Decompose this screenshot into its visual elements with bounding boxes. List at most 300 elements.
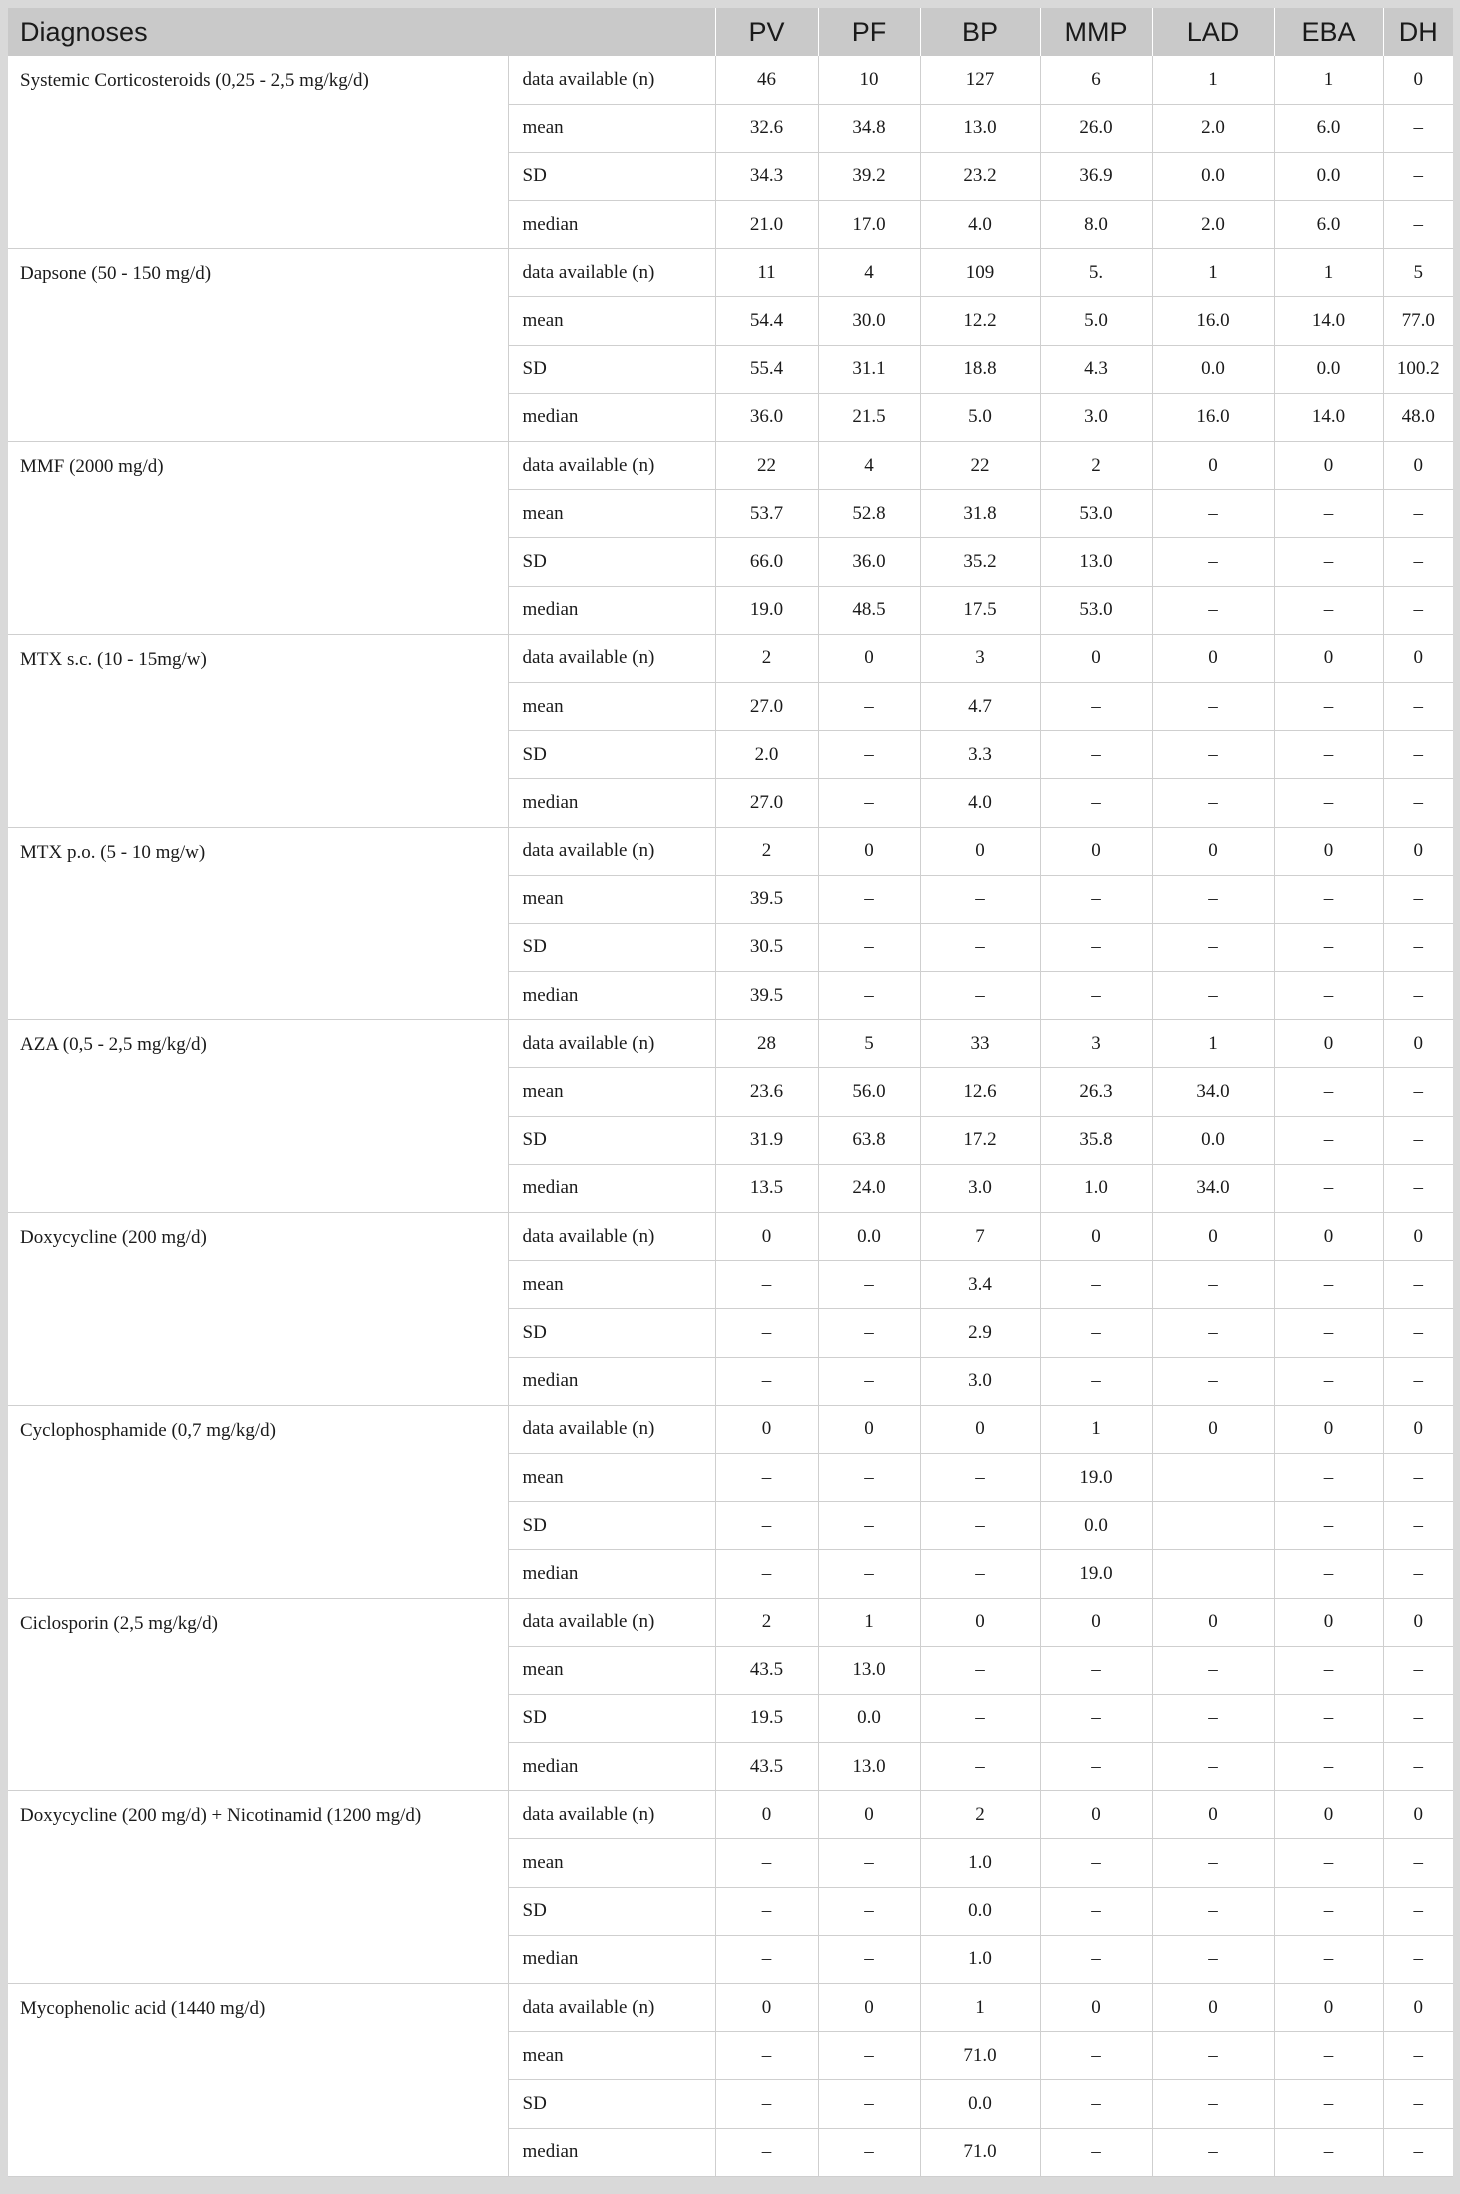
cell-mmp: 0 <box>1040 827 1152 875</box>
treatment-name: Cyclophosphamide (0,7 mg/kg/d) <box>8 1405 508 1598</box>
cell-pv: 2 <box>715 1598 818 1646</box>
cell-mmp: 1.0 <box>1040 1164 1152 1212</box>
cell-dh: 5 <box>1383 249 1453 297</box>
cell-pf: – <box>818 731 920 779</box>
cell-mmp: 5. <box>1040 249 1152 297</box>
cell-dh: – <box>1383 972 1453 1020</box>
stat-label-n: data available (n) <box>508 1791 715 1839</box>
cell-pf: 56.0 <box>818 1068 920 1116</box>
cell-pf: – <box>818 1935 920 1983</box>
cell-eba: 1 <box>1274 56 1383 104</box>
cell-pf: 0 <box>818 827 920 875</box>
cell-dh: – <box>1383 1502 1453 1550</box>
cell-mmp: 19.0 <box>1040 1550 1152 1598</box>
cell-mmp: 0 <box>1040 1213 1152 1261</box>
cell-eba: 14.0 <box>1274 297 1383 345</box>
cell-pv: 55.4 <box>715 345 818 393</box>
cell-pv: – <box>715 1839 818 1887</box>
cell-bp: – <box>920 875 1040 923</box>
cell-eba: 14.0 <box>1274 393 1383 441</box>
cell-pf: 63.8 <box>818 1116 920 1164</box>
cell-pf: – <box>818 1839 920 1887</box>
cell-eba: – <box>1274 779 1383 827</box>
cell-pv: 39.5 <box>715 875 818 923</box>
cell-mmp: – <box>1040 1839 1152 1887</box>
cell-pv: 53.7 <box>715 490 818 538</box>
stat-label-mean: mean <box>508 1261 715 1309</box>
treatment-name: AZA (0,5 - 2,5 mg/kg/d) <box>8 1020 508 1213</box>
stat-label-n: data available (n) <box>508 442 715 490</box>
cell-eba: 0 <box>1274 634 1383 682</box>
treatment-name: Doxycycline (200 mg/d) + Nicotinamid (1200 mg/d) <box>8 1791 508 1984</box>
cell-dh: – <box>1383 1646 1453 1694</box>
cell-pv: 46 <box>715 56 818 104</box>
cell-lad: 1 <box>1152 56 1274 104</box>
stat-label-mean: mean <box>508 1839 715 1887</box>
cell-mmp: 26.0 <box>1040 104 1152 152</box>
cell-pf: 36.0 <box>818 538 920 586</box>
cell-lad: – <box>1152 875 1274 923</box>
cell-lad: 0 <box>1152 1213 1274 1261</box>
cell-dh: – <box>1383 1164 1453 1212</box>
cell-pv: 43.5 <box>715 1646 818 1694</box>
cell-mmp: – <box>1040 875 1152 923</box>
cell-dh: 0 <box>1383 442 1453 490</box>
cell-eba: – <box>1274 1116 1383 1164</box>
stat-label-median: median <box>508 779 715 827</box>
cell-lad: 0.0 <box>1152 345 1274 393</box>
cell-eba: 0 <box>1274 1213 1383 1261</box>
stat-label-n: data available (n) <box>508 1405 715 1453</box>
stat-label-mean: mean <box>508 2032 715 2080</box>
cell-bp: 4.7 <box>920 682 1040 730</box>
cell-dh: 0 <box>1383 634 1453 682</box>
cell-eba: – <box>1274 1646 1383 1694</box>
cell-pv: – <box>715 1935 818 1983</box>
cell-pv: 36.0 <box>715 393 818 441</box>
cell-bp: 71.0 <box>920 2128 1040 2176</box>
cell-pv: 54.4 <box>715 297 818 345</box>
cell-mmp: 13.0 <box>1040 538 1152 586</box>
cell-pf: 31.1 <box>818 345 920 393</box>
stat-label-n: data available (n) <box>508 827 715 875</box>
cell-lad: 34.0 <box>1152 1164 1274 1212</box>
cell-pv: 28 <box>715 1020 818 1068</box>
cell-dh: 0 <box>1383 56 1453 104</box>
cell-mmp: – <box>1040 1743 1152 1791</box>
stat-label-sd: SD <box>508 923 715 971</box>
cell-pv: – <box>715 1309 818 1357</box>
cell-lad: 1 <box>1152 1020 1274 1068</box>
cell-mmp: – <box>1040 1357 1152 1405</box>
cell-dh: – <box>1383 586 1453 634</box>
stat-label-mean: mean <box>508 682 715 730</box>
cell-mmp: 0 <box>1040 1791 1152 1839</box>
cell-pf: – <box>818 972 920 1020</box>
stat-label-sd: SD <box>508 1309 715 1357</box>
cell-bp: 127 <box>920 56 1040 104</box>
cell-pv: 0 <box>715 1984 818 2032</box>
cell-bp: 4.0 <box>920 201 1040 249</box>
cell-eba: – <box>1274 1887 1383 1935</box>
cell-eba: – <box>1274 1935 1383 1983</box>
cell-pv: – <box>715 2080 818 2128</box>
cell-mmp: 53.0 <box>1040 490 1152 538</box>
stat-label-median: median <box>508 1550 715 1598</box>
cell-lad: 16.0 <box>1152 393 1274 441</box>
cell-bp: 109 <box>920 249 1040 297</box>
cell-eba: – <box>1274 972 1383 1020</box>
cell-pf: – <box>818 1550 920 1598</box>
cell-bp: 0 <box>920 1405 1040 1453</box>
cell-eba: – <box>1274 1453 1383 1501</box>
cell-pv: – <box>715 1502 818 1550</box>
cell-pf: 0 <box>818 634 920 682</box>
cell-pv: 32.6 <box>715 104 818 152</box>
cell-pf: – <box>818 779 920 827</box>
cell-dh: 0 <box>1383 1405 1453 1453</box>
cell-lad: – <box>1152 2080 1274 2128</box>
cell-pv: – <box>715 2128 818 2176</box>
cell-lad: – <box>1152 972 1274 1020</box>
cell-mmp: 0 <box>1040 1598 1152 1646</box>
cell-bp: 35.2 <box>920 538 1040 586</box>
cell-dh: – <box>1383 2080 1453 2128</box>
cell-bp: – <box>920 972 1040 1020</box>
cell-lad: 0 <box>1152 1598 1274 1646</box>
cell-bp: 18.8 <box>920 345 1040 393</box>
cell-bp: 13.0 <box>920 104 1040 152</box>
stat-label-median: median <box>508 1935 715 1983</box>
cell-bp: 3.0 <box>920 1164 1040 1212</box>
cell-mmp: 6 <box>1040 56 1152 104</box>
cell-bp: 1 <box>920 1984 1040 2032</box>
cell-pv: 39.5 <box>715 972 818 1020</box>
cell-pf: – <box>818 1357 920 1405</box>
cell-bp: 1.0 <box>920 1839 1040 1887</box>
table-row <box>8 1213 1453 1261</box>
cell-pf: – <box>818 1261 920 1309</box>
cell-lad: – <box>1152 1839 1274 1887</box>
cell-mmp: – <box>1040 2128 1152 2176</box>
stat-label-sd: SD <box>508 731 715 779</box>
cell-dh: – <box>1383 490 1453 538</box>
stat-label-n: data available (n) <box>508 634 715 682</box>
cell-pv: 0 <box>715 1213 818 1261</box>
cell-pf: 48.5 <box>818 586 920 634</box>
table-row <box>8 1020 1453 1068</box>
cell-pv: 34.3 <box>715 152 818 200</box>
cell-bp: 71.0 <box>920 2032 1040 2080</box>
cell-bp: – <box>920 1502 1040 1550</box>
cell-dh: – <box>1383 731 1453 779</box>
cell-bp: 1.0 <box>920 1935 1040 1983</box>
cell-mmp: 53.0 <box>1040 586 1152 634</box>
cell-pv: 66.0 <box>715 538 818 586</box>
cell-dh: 48.0 <box>1383 393 1453 441</box>
cell-dh: – <box>1383 1887 1453 1935</box>
header-pv: PV <box>715 8 818 56</box>
cell-mmp: – <box>1040 2080 1152 2128</box>
cell-pf: 24.0 <box>818 1164 920 1212</box>
cell-mmp: 0 <box>1040 634 1152 682</box>
cell-mmp: 1 <box>1040 1405 1152 1453</box>
cell-dh: – <box>1383 682 1453 730</box>
table-row <box>8 249 1453 297</box>
stat-label-mean: mean <box>508 1646 715 1694</box>
cell-lad: 2.0 <box>1152 104 1274 152</box>
cell-lad <box>1152 1550 1274 1598</box>
table-row <box>8 1984 1453 2032</box>
cell-lad <box>1152 1453 1274 1501</box>
cell-pv: 19.5 <box>715 1694 818 1742</box>
cell-lad: – <box>1152 1357 1274 1405</box>
cell-eba: – <box>1274 1357 1383 1405</box>
cell-pv: – <box>715 1261 818 1309</box>
cell-bp: 17.2 <box>920 1116 1040 1164</box>
cell-eba: – <box>1274 1502 1383 1550</box>
cell-pv: – <box>715 1453 818 1501</box>
cell-pv: 2 <box>715 827 818 875</box>
cell-dh: – <box>1383 1839 1453 1887</box>
header-pf: PF <box>818 8 920 56</box>
cell-dh: 0 <box>1383 827 1453 875</box>
stat-label-median: median <box>508 393 715 441</box>
cell-lad: – <box>1152 1261 1274 1309</box>
cell-pf: – <box>818 923 920 971</box>
cell-mmp: 8.0 <box>1040 201 1152 249</box>
cell-mmp: – <box>1040 731 1152 779</box>
stat-label-sd: SD <box>508 1887 715 1935</box>
cell-lad: – <box>1152 923 1274 971</box>
stat-label-sd: SD <box>508 1694 715 1742</box>
cell-dh: – <box>1383 1935 1453 1983</box>
cell-lad: 0 <box>1152 1791 1274 1839</box>
cell-mmp: 3.0 <box>1040 393 1152 441</box>
treatment-name: Mycophenolic acid (1440 mg/d) <box>8 1984 508 2177</box>
table-row <box>8 634 1453 682</box>
cell-pf: – <box>818 2032 920 2080</box>
cell-dh: – <box>1383 1550 1453 1598</box>
cell-bp: – <box>920 1453 1040 1501</box>
table-body <box>8 56 1453 2176</box>
treatment-name: MTX p.o. (5 - 10 mg/w) <box>8 827 508 1020</box>
stat-label-median: median <box>508 1743 715 1791</box>
cell-pf: – <box>818 1887 920 1935</box>
cell-pf: 0.0 <box>818 1694 920 1742</box>
cell-lad: 34.0 <box>1152 1068 1274 1116</box>
results-table <box>8 8 1453 2177</box>
cell-pf: – <box>818 875 920 923</box>
header-mmp: MMP <box>1040 8 1152 56</box>
cell-pf: – <box>818 2128 920 2176</box>
table-row <box>8 1598 1453 1646</box>
cell-mmp: – <box>1040 972 1152 1020</box>
cell-pf: 13.0 <box>818 1646 920 1694</box>
header-diagnoses: Diagnoses <box>8 8 715 56</box>
cell-bp: 17.5 <box>920 586 1040 634</box>
stat-label-sd: SD <box>508 2080 715 2128</box>
cell-lad: – <box>1152 682 1274 730</box>
treatment-name: Dapsone (50 - 150 mg/d) <box>8 249 508 442</box>
table-row <box>8 442 1453 490</box>
cell-bp: 3.3 <box>920 731 1040 779</box>
cell-mmp: – <box>1040 2032 1152 2080</box>
cell-dh: 0 <box>1383 1984 1453 2032</box>
cell-pf: 0.0 <box>818 1213 920 1261</box>
cell-lad: – <box>1152 2032 1274 2080</box>
cell-pv: 11 <box>715 249 818 297</box>
cell-bp: 4.0 <box>920 779 1040 827</box>
cell-mmp: – <box>1040 1694 1152 1742</box>
cell-pf: – <box>818 1502 920 1550</box>
cell-eba: – <box>1274 538 1383 586</box>
cell-lad: 1 <box>1152 249 1274 297</box>
cell-bp: 22 <box>920 442 1040 490</box>
cell-bp: – <box>920 1743 1040 1791</box>
cell-bp: 3.4 <box>920 1261 1040 1309</box>
cell-pv: 0 <box>715 1791 818 1839</box>
treatment-name: Systemic Corticosteroids (0,25 - 2,5 mg/kg/d) <box>8 56 508 249</box>
cell-eba: – <box>1274 1694 1383 1742</box>
table-row <box>8 1791 1453 1839</box>
cell-mmp: 3 <box>1040 1020 1152 1068</box>
treatment-name: MTX s.c. (10 - 15mg/w) <box>8 634 508 827</box>
treatment-name: Ciclosporin (2,5 mg/kg/d) <box>8 1598 508 1791</box>
stat-label-median: median <box>508 1164 715 1212</box>
cell-dh: 0 <box>1383 1598 1453 1646</box>
cell-pv: 27.0 <box>715 779 818 827</box>
cell-dh: – <box>1383 201 1453 249</box>
stat-label-n: data available (n) <box>508 1020 715 1068</box>
cell-eba: – <box>1274 1068 1383 1116</box>
cell-mmp: 26.3 <box>1040 1068 1152 1116</box>
cell-pv: 13.5 <box>715 1164 818 1212</box>
cell-eba: 0 <box>1274 1020 1383 1068</box>
cell-mmp: 2 <box>1040 442 1152 490</box>
stat-label-n: data available (n) <box>508 1598 715 1646</box>
cell-eba: – <box>1274 586 1383 634</box>
treatment-name: Doxycycline (200 mg/d) <box>8 1213 508 1406</box>
cell-mmp: – <box>1040 1309 1152 1357</box>
cell-dh: – <box>1383 1068 1453 1116</box>
cell-dh: – <box>1383 538 1453 586</box>
cell-lad: – <box>1152 1694 1274 1742</box>
cell-bp: 23.2 <box>920 152 1040 200</box>
cell-pf: 4 <box>818 249 920 297</box>
cell-eba: 0 <box>1274 1791 1383 1839</box>
cell-bp: 0 <box>920 1598 1040 1646</box>
stat-label-n: data available (n) <box>508 56 715 104</box>
cell-dh: 0 <box>1383 1213 1453 1261</box>
cell-dh: 0 <box>1383 1791 1453 1839</box>
stat-label-mean: mean <box>508 1453 715 1501</box>
cell-bp: 31.8 <box>920 490 1040 538</box>
cell-mmp: – <box>1040 1935 1152 1983</box>
cell-bp: 3.0 <box>920 1357 1040 1405</box>
cell-pf: 52.8 <box>818 490 920 538</box>
cell-lad: – <box>1152 490 1274 538</box>
cell-pv: – <box>715 1887 818 1935</box>
cell-pf: – <box>818 1309 920 1357</box>
cell-dh: – <box>1383 1743 1453 1791</box>
cell-pv: 2.0 <box>715 731 818 779</box>
cell-lad <box>1152 1502 1274 1550</box>
stat-label-n: data available (n) <box>508 1213 715 1261</box>
cell-pf: 13.0 <box>818 1743 920 1791</box>
stat-label-sd: SD <box>508 1116 715 1164</box>
cell-mmp: 5.0 <box>1040 297 1152 345</box>
cell-pf: – <box>818 1453 920 1501</box>
cell-eba: 0 <box>1274 1405 1383 1453</box>
cell-pv: 0 <box>715 1405 818 1453</box>
cell-dh: – <box>1383 1309 1453 1357</box>
table-row <box>8 56 1453 104</box>
cell-dh: – <box>1383 104 1453 152</box>
header-eba: EBA <box>1274 8 1383 56</box>
cell-eba: – <box>1274 923 1383 971</box>
cell-lad: 0 <box>1152 1984 1274 2032</box>
cell-lad: – <box>1152 1887 1274 1935</box>
stat-label-mean: mean <box>508 875 715 923</box>
cell-dh: – <box>1383 779 1453 827</box>
cell-eba: – <box>1274 682 1383 730</box>
cell-bp: 7 <box>920 1213 1040 1261</box>
cell-eba: – <box>1274 1261 1383 1309</box>
cell-pv: 2 <box>715 634 818 682</box>
cell-dh: – <box>1383 1116 1453 1164</box>
cell-dh: – <box>1383 152 1453 200</box>
cell-pf: 0 <box>818 1984 920 2032</box>
cell-pv: 30.5 <box>715 923 818 971</box>
cell-mmp: 36.9 <box>1040 152 1152 200</box>
cell-eba: – <box>1274 731 1383 779</box>
treatment-name: MMF (2000 mg/d) <box>8 442 508 635</box>
cell-pf: 0 <box>818 1791 920 1839</box>
stat-label-mean: mean <box>508 490 715 538</box>
cell-pf: – <box>818 2080 920 2128</box>
cell-lad: – <box>1152 1743 1274 1791</box>
cell-mmp: – <box>1040 779 1152 827</box>
cell-eba: – <box>1274 1839 1383 1887</box>
cell-dh: – <box>1383 1357 1453 1405</box>
cell-bp: – <box>920 1646 1040 1694</box>
cell-bp: 0.0 <box>920 2080 1040 2128</box>
cell-pf: 10 <box>818 56 920 104</box>
cell-eba: – <box>1274 2128 1383 2176</box>
cell-pf: – <box>818 682 920 730</box>
stat-label-sd: SD <box>508 345 715 393</box>
cell-dh: – <box>1383 1453 1453 1501</box>
cell-mmp: 35.8 <box>1040 1116 1152 1164</box>
stat-label-median: median <box>508 201 715 249</box>
cell-pv: – <box>715 1357 818 1405</box>
cell-bp: 0 <box>920 827 1040 875</box>
cell-bp: 0.0 <box>920 1887 1040 1935</box>
table-row <box>8 1405 1453 1453</box>
cell-mmp: 4.3 <box>1040 345 1152 393</box>
header-bp: BP <box>920 8 1040 56</box>
cell-lad: – <box>1152 1646 1274 1694</box>
cell-lad: 0 <box>1152 634 1274 682</box>
cell-pf: 34.8 <box>818 104 920 152</box>
table-row <box>8 827 1453 875</box>
header-row <box>8 8 1453 56</box>
stat-label-mean: mean <box>508 104 715 152</box>
cell-pf: 0 <box>818 1405 920 1453</box>
stat-label-sd: SD <box>508 152 715 200</box>
stat-label-median: median <box>508 972 715 1020</box>
